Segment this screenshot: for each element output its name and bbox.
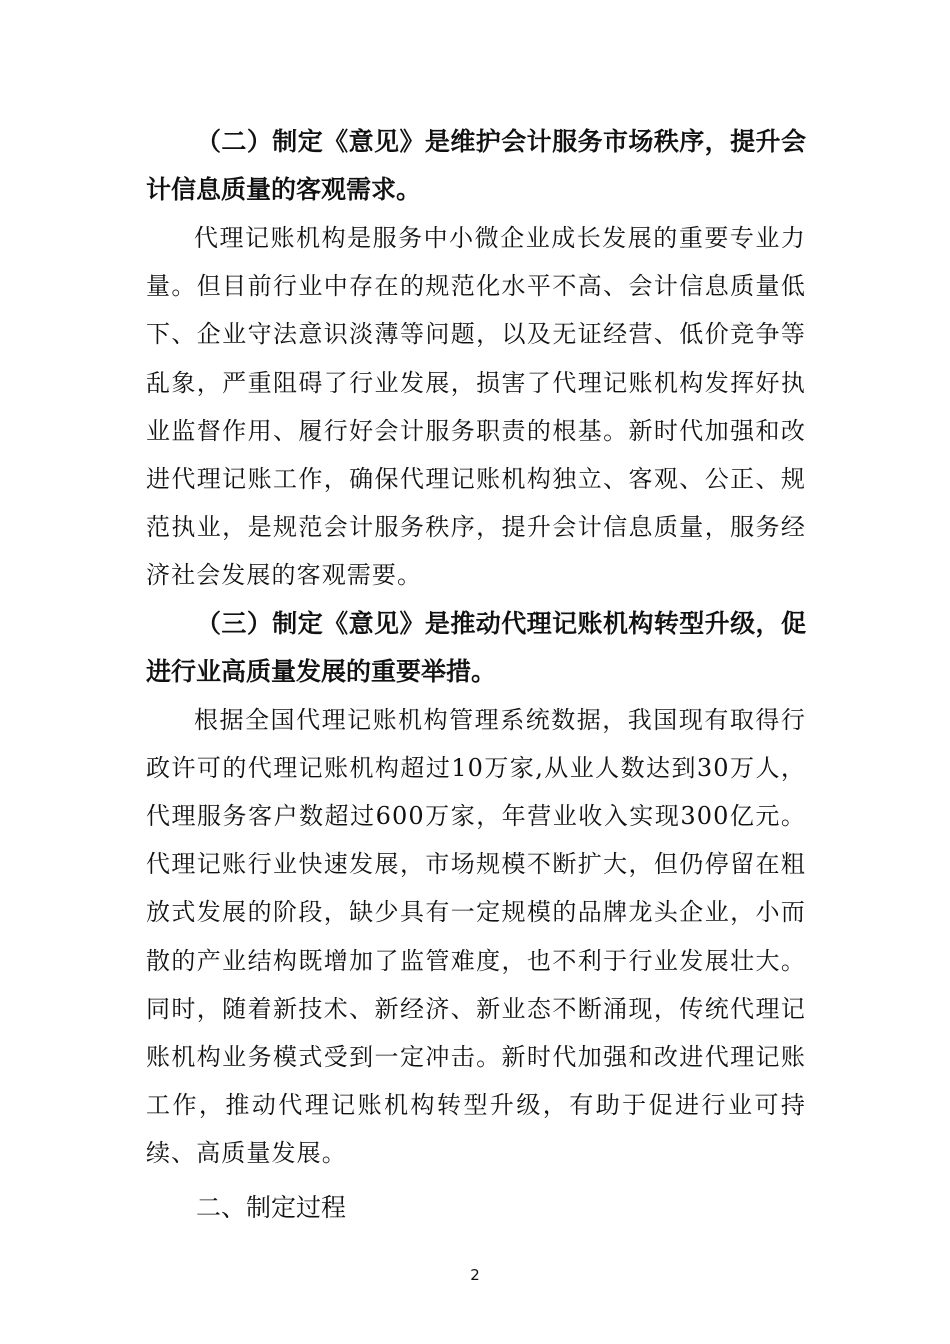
paragraph-3: 根据全国代理记账机构管理系统数据，我国现有取得行政许可的代理记账机构超过10万家,从业人数达到30万人，代理服务客户数超过600万家，年营业收入实现300亿元。代理记账行业快速发展，市场规模不断扩大，但仍停留在粗放式发展的阶段，缺少具有一定规模的品牌龙头企业，小而散的产业结构既增加了监管难度，也不利于行业发展壮大。同时，随着新技术、新经济、新业态不断涌现，传统代理记账机构业务模式受到一定冲击。新时代加强和改进代理记账工作，推动代理记账机构转型升级，有助于促进行业可持续、高质量发展。: [146, 705, 806, 1168]
section-heading-2: （二）制定《意见》是维护会计服务市场秩序，提升会计信息质量的客观需求。: [146, 127, 806, 204]
section-title-process: 二、制定过程: [196, 1192, 347, 1222]
document-page: [146, 118, 806, 1232]
page-number: 2: [470, 1266, 480, 1284]
section-heading-3: （三）制定《意见》是推动代理记账机构转型升级，促进行业高质量发展的重要举措。: [146, 608, 806, 686]
paragraph-2: 代理记账机构是服务中小微企业成长发展的重要专业力量。但目前行业中存在的规范化水平不高、会计信息质量低下、企业守法意识淡薄等问题，以及无证经营、低价竞争等乱象，严重阻碍了行业发展，损害了代理记账机构发挥好执业监督作用、履行好会计服务职责的根基。新时代加强和改进代理记账工作，确保代理记账机构独立、客观、公正、规范执业，是规范会计服务秩序，提升会计信息质量，服务经济社会发展的客观需要。: [146, 224, 806, 590]
